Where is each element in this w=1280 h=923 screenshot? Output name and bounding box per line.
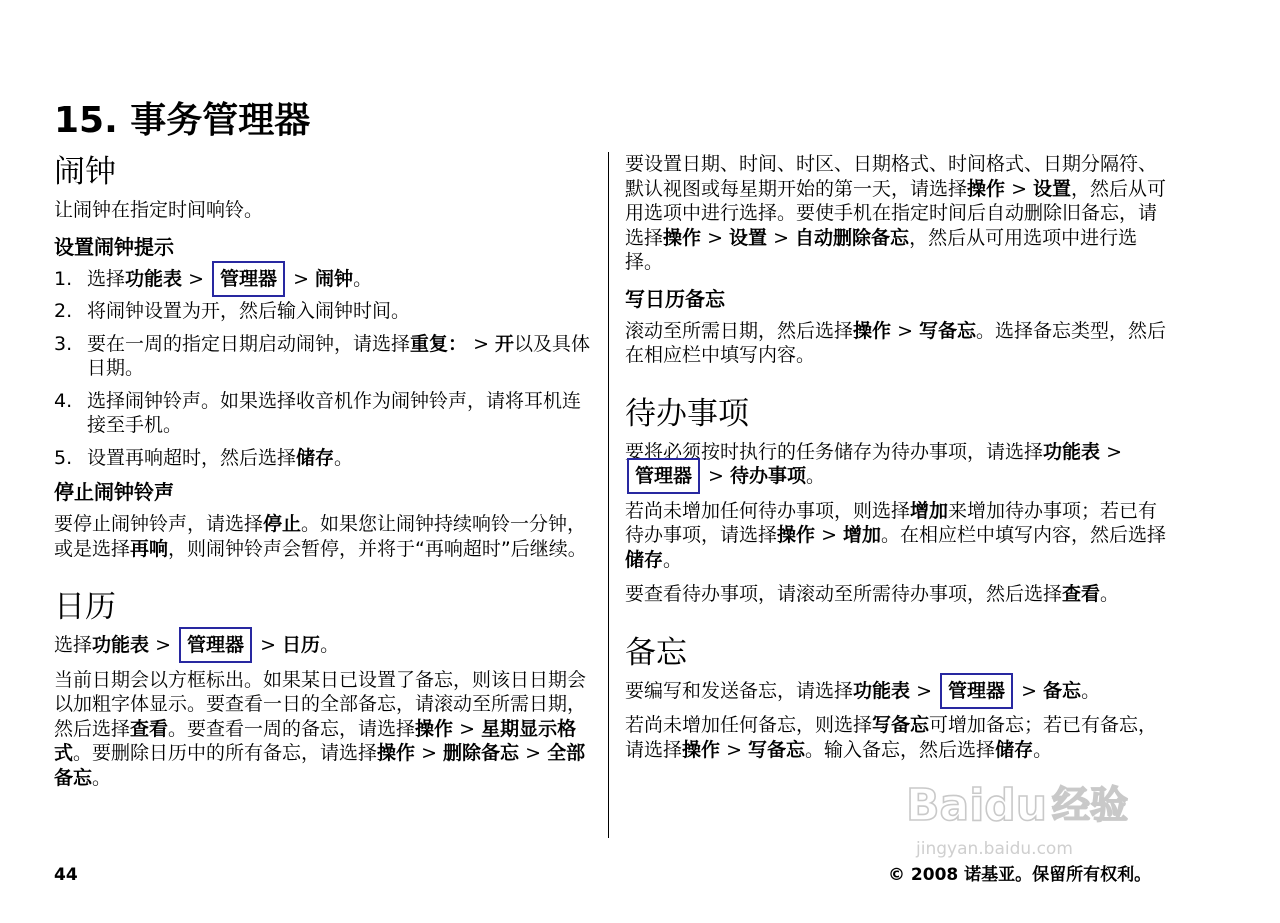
list-item: 2. 将闹钟设置为开，然后输入闹钟时间。 bbox=[54, 300, 411, 322]
chapter-title: 15. 事务管理器 bbox=[54, 100, 311, 141]
alarm-steps bbox=[54, 267, 594, 471]
todo-paragraph-1: 要将必须按时执行的任务储存为待办事项，请选择功能表 > 管理器 > 待办事项。 bbox=[625, 440, 1170, 489]
right-column bbox=[625, 152, 1170, 762]
svg-text:jingyan.baidu.com: jingyan.baidu.com bbox=[916, 839, 1073, 859]
calendar-write-text: 滚动至所需日期，然后选择操作 > 写备忘。选择备忘类型，然后在相应栏中填写内容。 bbox=[625, 319, 1167, 366]
highlight-box: 管理器 bbox=[627, 458, 700, 494]
baidu-watermark-logo bbox=[902, 772, 1202, 872]
alarm-stop-heading: 停止闹钟铃声 bbox=[54, 480, 174, 504]
todo-heading: 待办事项 bbox=[625, 395, 749, 432]
notes-paragraph-2: 若尚未增加任何备忘，则选择写备忘可增加备忘；若已有备忘，请选择操作 > 写备忘。输入备忘，然后选择储存。 bbox=[625, 714, 1158, 761]
list-item: 1. 选择功能表 > 管理器 > 闹钟。 bbox=[54, 267, 594, 292]
notes-paragraph-1: 要编写和发送备忘，请选择功能表 > 管理器 > 备忘。 bbox=[625, 679, 1170, 704]
calendar-paragraph-2: 要设置日期、时间、时区、日期格式、时间格式、日期分隔符、默认视图或每星期开始的第一天，请选择操作 > 设置，然后从可用选项中进行选择。要使手机在指定时间后自动删除旧备忘，请选择操作 > 设置 > 自动删除备忘，然后从可用选项中进行选择。 bbox=[625, 153, 1167, 273]
calendar-heading: 日历 bbox=[54, 589, 116, 625]
svg-text:Baidu: Baidu bbox=[906, 780, 1048, 831]
calendar-paragraph-1: 当前日期会以方框标出。如果某日已设置了备忘，则该日日期会以加粗字体显示。要查看一日的全部备忘，请滚动至所需日期，然后选择查看。要查看一周的备忘，请选择操作 > 星期显示格式。要删除日历中的所有备忘，请选择操作 > 删除备忘 > 全部备忘。 bbox=[54, 668, 587, 789]
todo-paragraph-2: 若尚未增加任何待办事项，则选择增加来增加待办事项；若已有待办事项，请选择操作 > 增加。在相应栏中填写内容，然后选择储存。 bbox=[625, 499, 1167, 571]
left-column bbox=[54, 152, 594, 790]
page-number: 44 bbox=[54, 865, 78, 885]
list-item: 4. 选择闹钟铃声。如果选择收音机作为闹钟铃声，请将耳机连接至手机。 bbox=[54, 389, 582, 436]
todo-paragraph-3: 要查看待办事项，请滚动至所需待办事项，然后选择查看。 bbox=[625, 583, 1120, 605]
alarm-heading: 闹钟 bbox=[54, 154, 116, 190]
calendar-write-heading: 写日历备忘 bbox=[625, 286, 725, 311]
svg-text:经验: 经验 bbox=[1052, 783, 1129, 827]
alarm-set-heading: 设置闹钟提示 bbox=[54, 234, 174, 259]
list-item: 3. 要在一周的指定日期启动闹钟，请选择重复： > 开以及具体日期。 bbox=[54, 332, 591, 379]
highlight-box: 管理器 bbox=[212, 261, 285, 297]
calendar-select: 选择功能表 > 管理器 > 日历。 bbox=[54, 633, 594, 658]
highlight-box: 管理器 bbox=[179, 627, 252, 663]
alarm-stop-text: 要停止闹钟铃声，请选择停止。如果您让闹钟持续响铃一分钟，或是选择再响，则闹钟铃声会暂停，并将于“再响超时”后继续。 bbox=[54, 513, 587, 560]
highlight-box: 管理器 bbox=[940, 673, 1013, 709]
alarm-intro: 让闹钟在指定时间响铃。 bbox=[54, 199, 264, 221]
column-divider bbox=[608, 152, 609, 838]
list-item: 5. 设置再响超时，然后选择储存。 bbox=[54, 446, 354, 469]
notes-heading: 备忘 bbox=[625, 634, 687, 671]
copyright-notice: © 2008 诺基亚。保留所有权利。 bbox=[888, 865, 1152, 885]
